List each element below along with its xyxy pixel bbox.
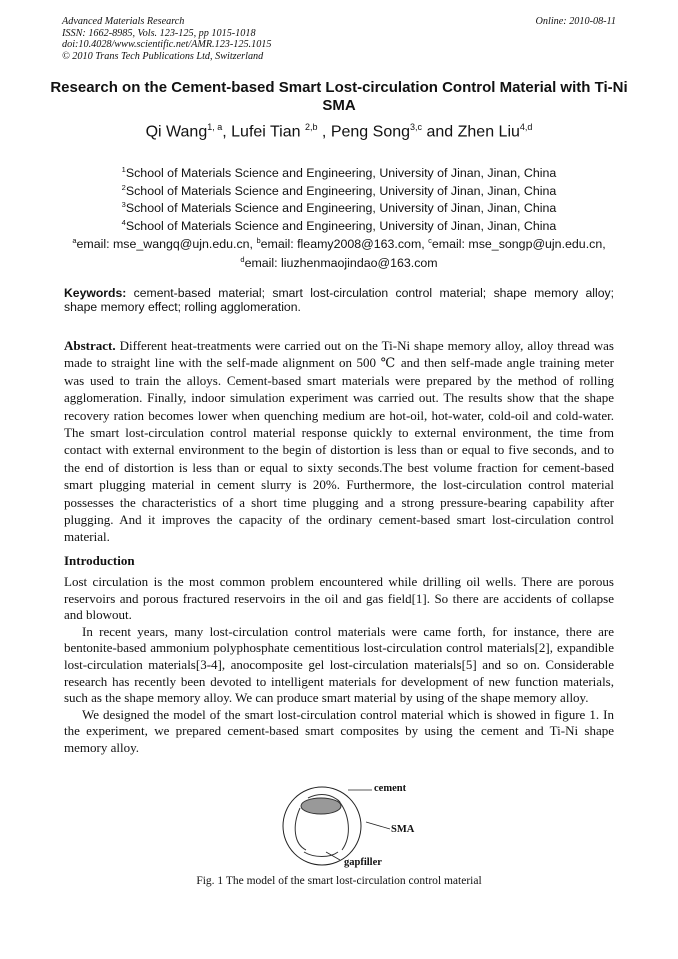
copyright-line: © 2010 Trans Tech Publications Ltd, Switzerland (62, 50, 264, 62)
affiliation-sup: 3 (121, 200, 126, 210)
gapfiller-label: gapfiller (344, 857, 382, 868)
introduction-body (64, 574, 614, 757)
figure-caption: Fig. 1 The model of the smart lost-circulation control material (196, 875, 482, 887)
abstract-label: Abstract. (64, 338, 116, 353)
sma-wire-left (295, 808, 306, 850)
cement-label: cement (374, 783, 407, 794)
affiliation-text: School of Materials Science and Engineering, University of Jinan, Jinan, China (125, 166, 557, 181)
author-name: Peng Song (330, 123, 411, 141)
paper-title: Research on the Cement-based Smart Lost-circulation Control Material with Ti-Ni SMA (50, 79, 628, 114)
affiliation-line (40, 163, 638, 181)
author-sup: 3,c (410, 122, 423, 132)
sma-leader-line (366, 822, 390, 829)
email-sup: d (240, 255, 245, 265)
gapfiller-core (301, 798, 341, 814)
author-emails (40, 233, 638, 271)
affiliation-text: School of Materials Science and Engineering, University of Jinan, Jinan, China (125, 219, 557, 233)
author-sup: 1, a (207, 122, 223, 132)
author-sup: 2,b (304, 122, 318, 132)
author-name: Zhen Liu (457, 123, 520, 141)
figure-1 (280, 783, 440, 874)
affiliations (40, 163, 638, 234)
introduction-heading: Introduction (64, 553, 135, 568)
affiliation-sup: 1 (121, 165, 126, 174)
affiliation-sup: 2 (121, 182, 126, 192)
sma-label: SMA (391, 824, 415, 835)
keywords (64, 286, 614, 315)
intro-paragraph: We designed the model of the smart lost-circulation control material which is showed in figure 1. In the experiment, we prepared cement-based smart composites by using the cement and Ti-Ni shape memory alloy. (64, 706, 614, 755)
email-line (40, 252, 638, 271)
abstract-text: Different heat-treatments were carried out on the Ti-Ni shape memory alloy, alloy thread was made to straight line with the self-made alignment on 500 ℃ and then self-made angle training meter was used to train the alloys. Cement-based smart materials were prepared by the method of rolling agglomeration. Finally, indoor simulation experiment was carried out. The results show that the shape recovery ration becomes lower when quenching medium are hot-oil, hot-water, cold-oil and cold-water. The smart lost-circulation control material response quickly to external environment, the time from contact with external environment to the begin of distortion is less than or equal to five seconds, and to the end of distortion is less than or equal to sixty seconds.The best volume fraction for cement-based smart plugging material in cement slurry is 20%. Furthermore, the lost-circulation control material possesses the characteristics of a short time plugging and a strong pressure-bearing capability after plugging. And it improves the capacity of the ordinary cement-based smart lost-circulation control material. (64, 338, 614, 545)
intro-paragraph: In recent years, many lost-circulation control materials were came forth, for instance, there are bentonite-based ammonium polyphosphate cementitious lost-circulation control materials[2], expandible lost-circulation materials[3-4], anocomposite gel lost-circulation materials[5] and so on. Considerable research has recently been devoted to intelligent materials for development of new function materials, such as the shape memory alloy. We can produce smart material by using of the shape memory alloy. (64, 623, 614, 706)
affiliation-text: School of Materials Science and Engineering, University of Jinan, Jinan, China (125, 201, 557, 216)
email-line (40, 233, 638, 252)
email-a: email: mse_wangq@ujn.edu.cn, (76, 237, 257, 252)
doi-line: doi:10.4028/www.scientific.net/AMR.123-125.1015 (62, 39, 272, 51)
affiliation-sup: 4 (121, 217, 126, 227)
abstract (64, 337, 614, 546)
email-d: email: liuzhenmaojindao@163.com (244, 256, 438, 271)
author-name: Qi Wang (145, 123, 208, 141)
affiliation-line (40, 216, 638, 234)
affiliation-line (40, 198, 638, 216)
email-c: email: mse_songp@ujn.edu.cn, (431, 237, 606, 252)
email-sup: c (428, 236, 432, 245)
email-sup: b (256, 236, 261, 245)
author-list (40, 122, 638, 141)
author-name: Lufei Tian (231, 123, 305, 141)
author-sep: and (422, 123, 458, 141)
intro-paragraph: Lost circulation is the most common problem encountered while drilling oil wells. There are porous reservoirs and porous fractured reservoirs in the oil and gas field[1]. So there are accidents of collapse and blowout. (64, 574, 614, 623)
affiliation-line (40, 181, 638, 199)
author-sep: , (317, 123, 331, 141)
online-date: Online: 2010-08-11 (535, 16, 616, 27)
affiliation-text: School of Materials Science and Engineering, University of Jinan, Jinan, China (125, 183, 557, 198)
keywords-label: Keywords: (64, 286, 127, 300)
journal-name: Advanced Materials Research (62, 16, 185, 27)
keywords-text: cement-based material; smart lost-circulation control material; shape memory alloy; shape memory effect; rolling agglomeration. (64, 286, 614, 315)
email-sup: a (72, 236, 77, 245)
issn-line: ISSN: 1662-8985, Vols. 123-125, pp 1015-1018 (62, 27, 256, 39)
email-b: email: fleamy2008@163.com, (260, 237, 429, 252)
author-sup: 4,d (519, 122, 533, 132)
journal-header (62, 16, 616, 62)
author-sep: , (222, 123, 232, 141)
